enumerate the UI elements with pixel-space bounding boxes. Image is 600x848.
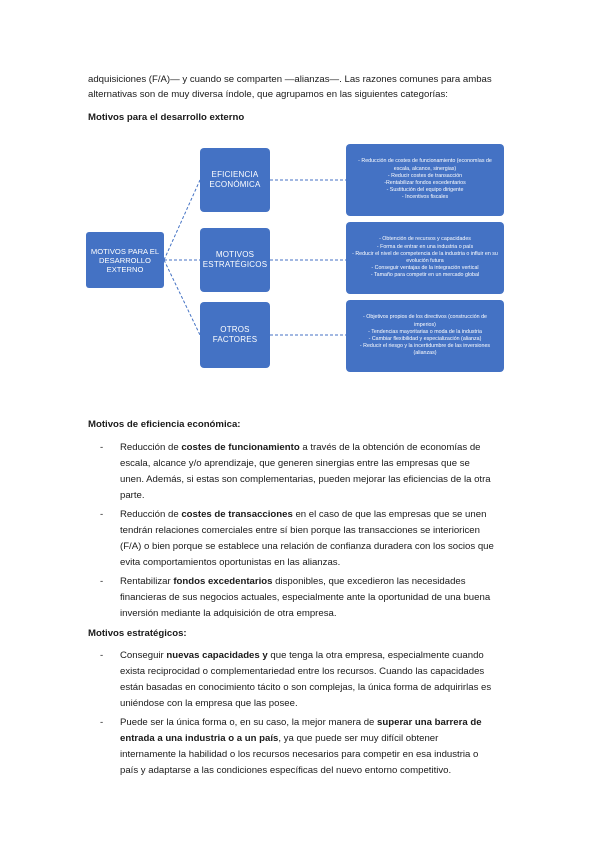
intro-line-2: alternativas son de muy diversa índole, que agrupamos en las siguientes categorías:	[88, 89, 448, 100]
bold-term: costes de funcionamiento	[181, 442, 300, 453]
text-run: a través de la obtención de economías de	[299, 442, 481, 453]
detail-item: - Conseguir ventajas de la integración vertical	[371, 265, 479, 272]
efficiency-bullet-3	[100, 574, 520, 622]
bullet-line: financieras de sus negocios actuales, especialmente ante la oportunidad de una buena	[120, 592, 491, 603]
detail-item: -Rentabilizar fondos excedentarios	[384, 180, 466, 186]
bullet-line: están basadas en conocimiento tácito o son complejas, la única forma de adquirirlas es	[120, 682, 492, 693]
bullet-line	[120, 507, 515, 523]
bullet-line: uniéndose con la empresa que las posee.	[120, 698, 298, 709]
motives-diagram	[84, 140, 514, 380]
detail-item: - Forma de entrar en una industria o país	[376, 243, 474, 250]
detail-item: - Reducción de costes de funcionamiento (economías de escala, alcance, sinergias)	[358, 158, 492, 172]
text-run: Conseguir	[120, 650, 167, 661]
bold-term: nuevas capacidades y	[166, 650, 268, 661]
details-efficiency-box	[346, 144, 504, 216]
bullet-line: país y adaptarse a las condiciones específicas del nuevo entorno competitivo.	[120, 765, 452, 776]
text-run: Reducción de	[120, 509, 182, 520]
bullet-line	[120, 731, 515, 747]
bullet-line	[120, 715, 515, 731]
text-run: en el caso de que las empresas que se unen	[292, 509, 487, 520]
bullet-line: evita comportamientos oportunistas en las alianzas.	[120, 557, 341, 568]
bullet-line: inversión mediante la adquisición de otra empresa.	[120, 608, 337, 619]
main-motives-box: MOTIVOS PARA EL DESARROLLO EXTERNO	[86, 232, 164, 288]
detail-item: - Objetivos propios de los directivos (construcción de imperios)	[363, 314, 487, 328]
details-strategic-box	[346, 222, 504, 294]
bullet-dash: -	[100, 442, 104, 453]
bullet-line: parte.	[120, 490, 145, 501]
section-heading-efficiency: Motivos de eficiencia económica:	[88, 419, 241, 430]
text-run: Puede ser la única forma o, en su caso, la mejor manera de	[120, 717, 378, 728]
detail-item: - Tendencias mayoritarias o moda de la industria	[368, 328, 482, 335]
bullet-line: escala, alcance y/o aprendizaje, que generen sinergias entre las empresas que se	[120, 458, 470, 469]
text-run: disponibles, que excedieron las necesidades	[272, 576, 466, 587]
connector-others	[164, 260, 200, 335]
bullet-line	[120, 440, 515, 456]
details-others-box	[346, 300, 504, 372]
intro-line-1: adquisiciones (F/A)— y cuando se comparten —alianzas—. Las razones comunes para ambas	[88, 74, 492, 85]
detail-item: - Reducir el riesgo y la incertidumbre de las inversiones (alianzas)	[359, 343, 491, 357]
bullet-dash: -	[100, 509, 104, 520]
strategic-bullet-2	[100, 715, 520, 779]
bold-term: fondos excedentarios	[173, 576, 273, 587]
category-efficiency-box: EFICIENCIA ECONÓMICA	[200, 148, 270, 212]
bold-term: superar una barrera de	[377, 717, 482, 728]
bullet-line	[120, 648, 515, 664]
efficiency-bullet-2	[100, 507, 520, 571]
detail-item: - Tamaño para competir en un mercado global	[370, 272, 480, 279]
detail-item: - Cambiar flexibilidad y especialización (alianza)	[368, 336, 482, 342]
section-heading-strategic: Motivos estratégicos:	[88, 628, 187, 639]
text-run: Reducción de	[120, 442, 182, 453]
bullet-line: unen. Además, si estas son complementarias, pueden mejorar las eficiencias de la otra	[120, 474, 491, 485]
text-run: Rentabilizar	[120, 576, 174, 587]
efficiency-bullet-1	[100, 440, 520, 504]
bullet-line: internamente la habilidad o los recursos necesarios para competir en esa industria o	[120, 749, 479, 760]
detail-item: - Sustitución del equipo dirigente	[386, 187, 464, 194]
detail-item: - Reducir costes de transacción	[387, 172, 463, 179]
detail-item: - Obtención de recursos y capacidades	[379, 236, 471, 243]
section-heading-external: Motivos para el desarrollo externo	[88, 112, 245, 123]
text-run: , ya que puede ser muy difícil obtener	[278, 733, 439, 744]
connector-efficiency	[164, 180, 200, 260]
bullet-dash: -	[100, 576, 104, 587]
detail-item: - Reducir el nivel de competencia de la industria o influir en su evolución futura	[352, 250, 498, 264]
bullet-line: exista reciprocidad o complementariedad entre los recursos. Cuando las capacidades	[120, 666, 485, 677]
category-others-box: OTROS FACTORES	[200, 302, 270, 368]
bold-term: costes de transacciones	[181, 509, 293, 520]
bullet-line: tendrán relaciones comerciales entre sí bien porque las transacciones se interioricen	[120, 525, 480, 536]
bold-term: entrada a una industria o a un país	[120, 733, 279, 744]
category-strategic-box: MOTIVOS ESTRATÉGICOS	[200, 228, 270, 292]
bullet-line: (F/A) o bien porque se establece una relación de confianza duradera con los socios que	[120, 541, 494, 552]
text-run: que tenga la otra empresa, especialmente cuando	[267, 650, 484, 661]
bullet-line	[120, 574, 515, 590]
bullet-dash: -	[100, 650, 104, 661]
detail-item: - Incentivos fiscales	[401, 194, 449, 201]
bullet-dash: -	[100, 717, 104, 728]
strategic-bullet-1	[100, 648, 520, 712]
